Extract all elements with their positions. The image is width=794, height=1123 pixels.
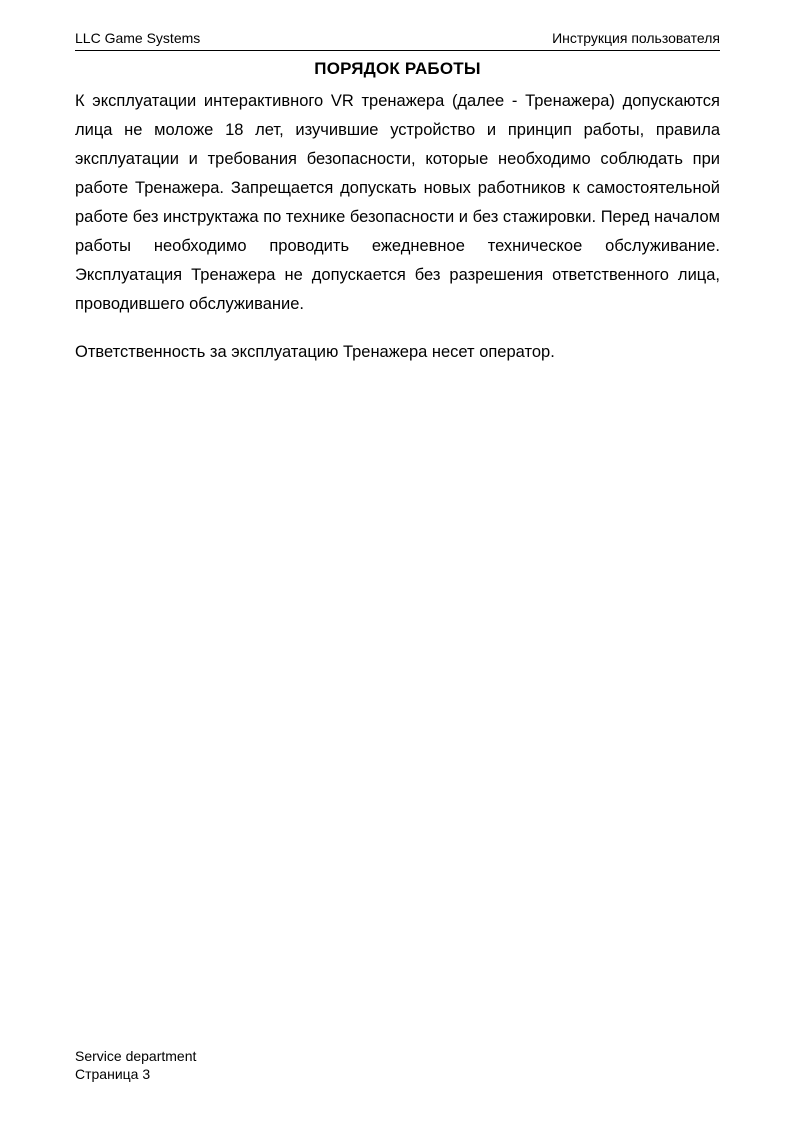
header-document-type: Инструкция пользователя xyxy=(552,30,720,46)
body-paragraph: Ответственность за эксплуатацию Тренажера несет оператор. xyxy=(75,343,555,361)
body-paragraph: К эксплуатации интерактивного VR тренажера (далее - Тренажера) допускаются лица не моложе 18 лет, изучившие устройство и принцип работы, правила эксплуатации и требования безопасности, которые необходимо соблюдать при работе Тренажера. Запрещается допускать новых работников к самостоятельной работе без инструктажа по технике безопасности и без стажировки. Перед началом работы необходимо проводить ежедневное техническое обслуживание. Эксплуатация Тренажера не допускается без разрешения ответственного лица, проводившего обслуживание. xyxy=(75,92,720,313)
footer-page-number: Страница 3 xyxy=(75,1065,151,1082)
header-company-name: LLC Game Systems xyxy=(75,30,201,46)
section-title: ПОРЯДОК РАБОТЫ xyxy=(314,59,481,78)
page-header xyxy=(75,30,720,51)
footer-department: Service department xyxy=(75,1048,197,1064)
document-body xyxy=(75,87,720,367)
page-footer xyxy=(75,1048,196,1083)
